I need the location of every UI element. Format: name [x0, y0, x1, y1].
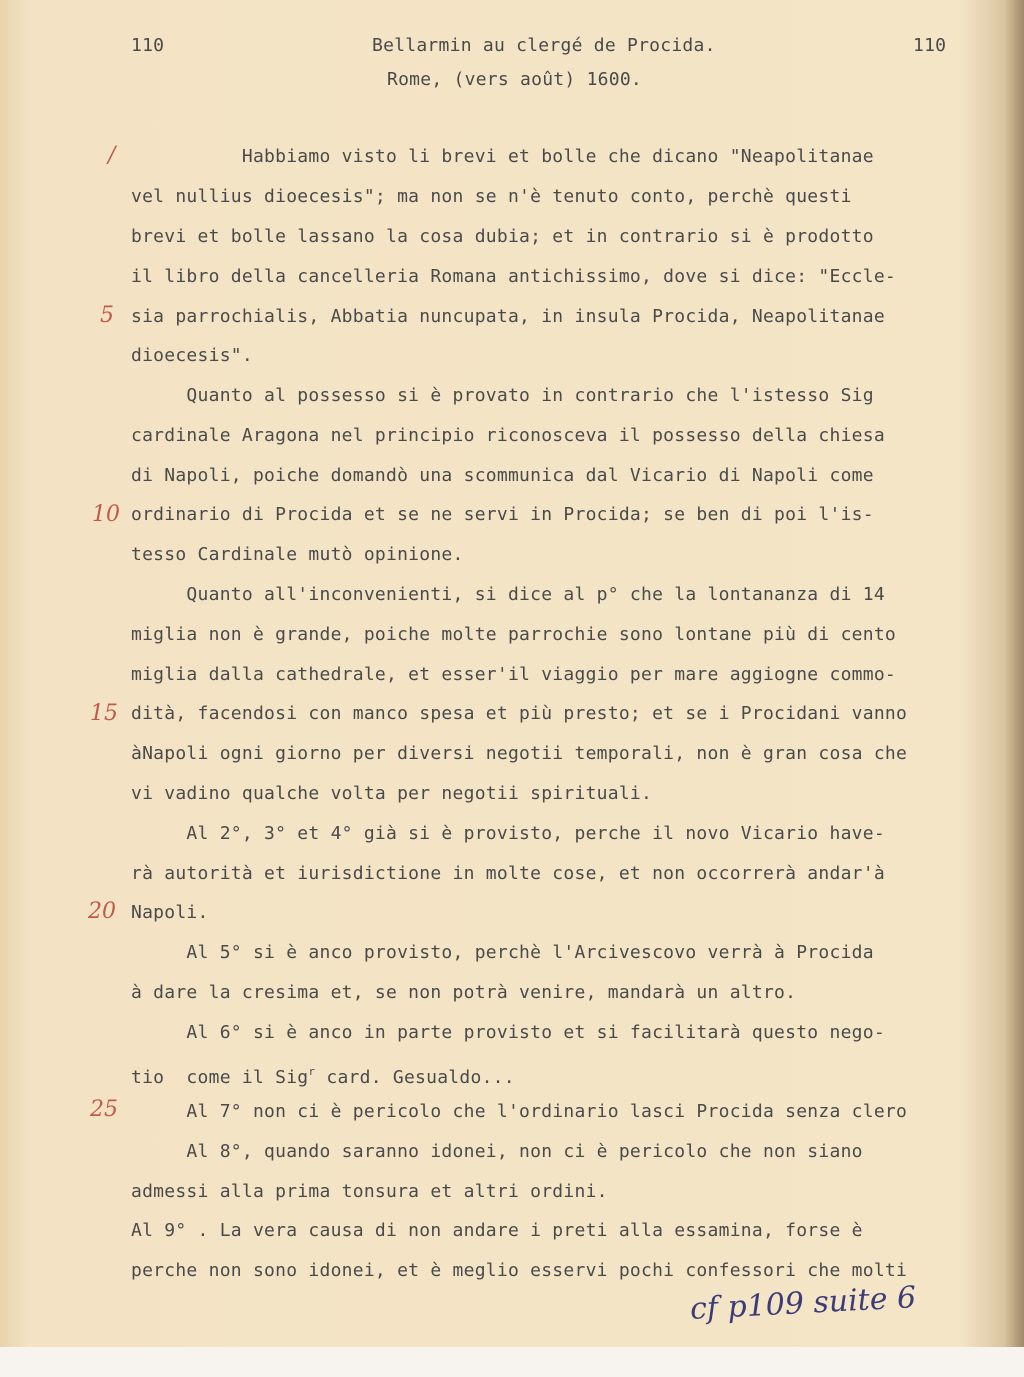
page-number-left: 110 [131, 35, 165, 56]
text-line-24-start: tio come il Sig [131, 1067, 309, 1088]
text-line-9: di Napoli, poiche domandò una scommunica dal Vicario di Napoli come [131, 465, 874, 486]
text-line-2: vel nullius dioecesis"; ma non se n'è tenuto conto, perchè questi [131, 186, 852, 207]
text-line-11: tesso Cardinale mutò opinione. [131, 544, 464, 565]
text-line-4: il libro della cancelleria Romana antichissimo, dove si dice: "Eccle- [131, 266, 896, 287]
text-line-28: Al 9° . La vera causa di non andare i preti alla essamina, forse è [131, 1220, 863, 1241]
document-date: Rome, (vers août) 1600. [387, 69, 642, 90]
text-line-13: miglia non è grande, poiche molte parrochie sono lontane più di cento [131, 624, 896, 645]
text-line-27: admessi alla prima tonsura et altri ordini. [131, 1181, 608, 1202]
margin-mark-10: 10 [92, 502, 120, 527]
margin-mark-slash: / [108, 143, 116, 168]
text-line-21: Al 5° si è anco provisto, perchè l'Arcivescovo verrà à Procida [131, 942, 874, 963]
text-line-29: perche non sono idonei, et è meglio esservi pochi confessori che molti [131, 1260, 908, 1281]
text-line-17: vi vadino qualche volta per negotii spirituali. [131, 783, 653, 804]
text-line-10: ordinario di Procida et se ne servi in Procida; se ben di poi l'is- [131, 504, 874, 525]
superscript-r: r [308, 1065, 316, 1078]
text-line-26: Al 8°, quando saranno idonei, non ci è pericolo che non siano [131, 1141, 863, 1162]
margin-mark-25: 25 [90, 1097, 118, 1122]
text-line-25: Al 7° non ci è pericolo che l'ordinario lasci Procida senza clero [131, 1101, 908, 1122]
handwritten-reference-note: cf p109 suite 6 [689, 1280, 917, 1327]
page-edge-shadow [1006, 0, 1024, 1347]
text-line-14: miglia dalla cathedrale, et esser'il viaggio per mare aggiogne commo- [131, 664, 896, 685]
text-line-20: Napoli. [131, 902, 209, 923]
document-title: Bellarmin au clergé de Procida. [372, 35, 716, 56]
margin-mark-5: 5 [100, 303, 114, 328]
text-line-23: Al 6° si è anco in parte provisto et si facilitarà questo nego- [131, 1022, 885, 1043]
text-line-19: rà autorità et iurisdictione in molte cose, et non occorrerà andar'à [131, 863, 885, 884]
text-line-12: Quanto all'inconvenienti, si dice al p° che la lontananza di 14 [131, 584, 885, 605]
text-line-8: cardinale Aragona nel principio riconosceva il possesso della chiesa [131, 425, 885, 446]
margin-mark-15: 15 [90, 701, 118, 726]
text-line-24-end: card. Gesualdo... [315, 1067, 515, 1088]
text-line-15: dità, facendosi con manco spesa et più presto; et se i Procidani vanno [131, 703, 908, 724]
text-line-18: Al 2°, 3° et 4° già si è provisto, perche il novo Vicario have- [131, 823, 885, 844]
text-line-1: Habbiamo visto li brevi et bolle che dicano "Neapolitanae [131, 146, 874, 167]
text-line-7: Quanto al possesso si è provato in contrario che l'istesso Sig [131, 385, 874, 406]
text-line-6: dioecesis". [131, 345, 253, 366]
page-number-right: 110 [913, 35, 947, 56]
text-line-5: sia parrochialis, Abbatia nuncupata, in insula Procida, Neapolitanae [131, 306, 885, 327]
text-line-22: à dare la cresima et, se non potrà venire, mandarà un altro. [131, 982, 797, 1003]
scan-bottom-margin [0, 1347, 1024, 1377]
margin-mark-20: 20 [88, 899, 116, 924]
text-line-24 [131, 1062, 515, 1088]
text-line-16: àNapoli ogni giorno per diversi negotii temporali, non è gran cosa che [131, 743, 908, 764]
text-line-3: brevi et bolle lassano la cosa dubia; et in contrario si è prodotto [131, 226, 874, 247]
